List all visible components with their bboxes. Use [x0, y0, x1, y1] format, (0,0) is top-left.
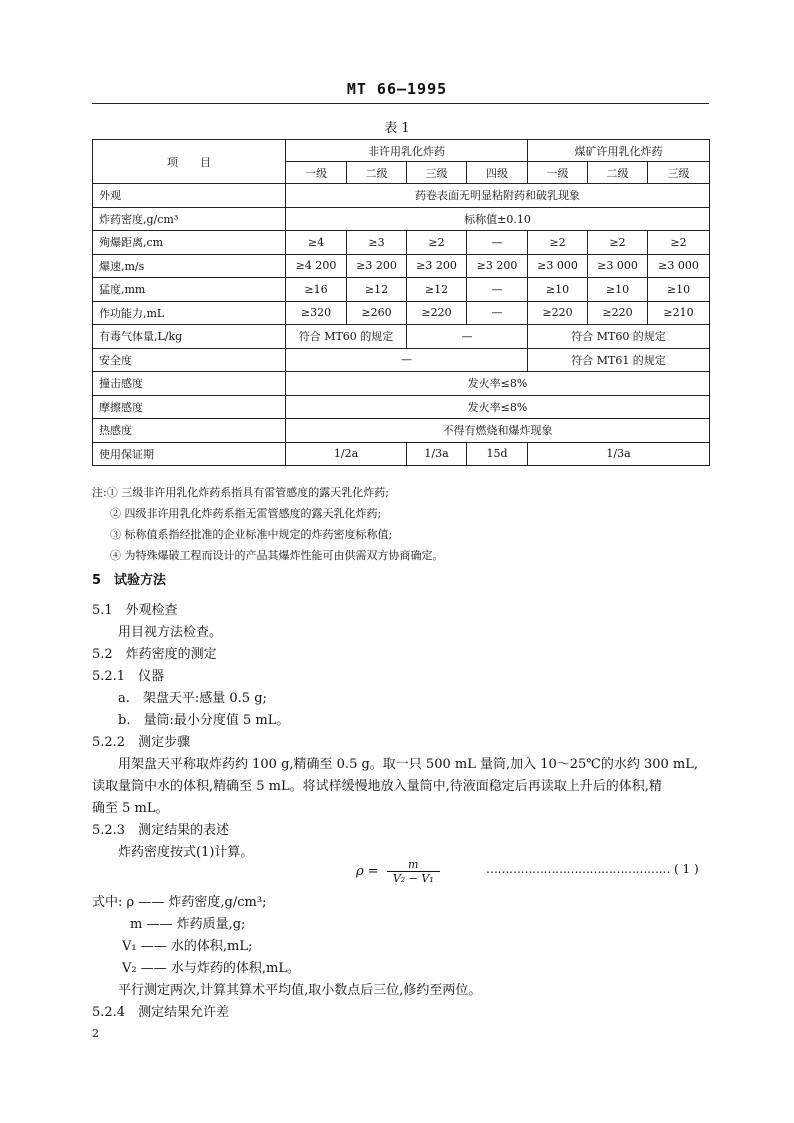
head-item: 项 目 — [93, 140, 286, 184]
table-row — [93, 372, 710, 396]
paragraph: 用目视方法检查。 — [118, 625, 223, 640]
symbol-definition: V₂ —— 水与炸药的体积,mL。 — [122, 961, 300, 976]
row-cell: ≥10 — [648, 278, 710, 302]
row-value: 符合 MT61 的规定 — [528, 348, 710, 372]
table-row — [93, 395, 710, 419]
formula-lhs: ρ = — [356, 864, 379, 879]
row-cell: ≥320 — [286, 301, 347, 325]
grade-cell: 三级 — [648, 162, 710, 184]
spec-table — [92, 139, 710, 466]
row-cell: ≥3 200 — [467, 254, 528, 278]
row-cell: — — [467, 231, 528, 255]
table-row — [93, 442, 710, 466]
row-label: 安全度 — [93, 348, 286, 372]
symbol-definition: 式中: ρ —— 炸药密度,g/cm³; — [92, 895, 267, 910]
clause-heading: 5.2.1 仪器 — [92, 669, 165, 684]
symbol-definition: V₁ —— 水的体积,mL; — [122, 939, 253, 954]
row-value: 1/2a — [286, 442, 407, 466]
row-cell: ≥12 — [347, 278, 407, 302]
row-value: 发火率≤8% — [286, 372, 710, 396]
paragraph-line: 确至 5 mL。 — [92, 801, 169, 816]
row-label: 有毒气体量,L/kg — [93, 325, 286, 349]
row-value: 1/3a — [407, 442, 467, 466]
table-row — [93, 207, 710, 231]
list-item: b. 量筒:最小分度值 5 mL。 — [118, 713, 290, 728]
row-cell: ≥260 — [347, 301, 407, 325]
row-label: 热感度 — [93, 419, 286, 443]
symbol-definition: m —— 炸药质量,g; — [130, 917, 246, 932]
note: 注:① 三级非许用乳化炸药系指具有雷管感度的露天乳化炸药; — [92, 486, 389, 499]
row-cell: ≥3 200 — [347, 254, 407, 278]
row-label: 摩擦感度 — [93, 395, 286, 419]
density-formula — [356, 858, 440, 885]
equation-number: ( 1 ) — [674, 862, 699, 876]
row-value: 1/3a — [528, 442, 710, 466]
row-cell: ≥3 — [347, 231, 407, 255]
row-cell: — — [467, 278, 528, 302]
table-notes — [92, 482, 444, 566]
row-cell: ≥10 — [588, 278, 648, 302]
row-label: 使用保证期 — [93, 442, 286, 466]
grade-cell: 四级 — [467, 162, 528, 184]
row-label: 爆速,m/s — [93, 254, 286, 278]
row-cell: ≥3 000 — [648, 254, 710, 278]
paragraph: 平行测定两次,计算其算术平均值,取小数点后三位,修约至两位。 — [118, 983, 482, 998]
formula-fraction — [387, 858, 440, 885]
row-cell: — — [467, 301, 528, 325]
row-cell: ≥2 — [648, 231, 710, 255]
row-value: 药卷表面无明显粘附药和破乳现象 — [286, 184, 710, 208]
formula-leader-dots: ………………………………………… — [486, 862, 670, 876]
row-cell: ≥220 — [407, 301, 467, 325]
formula-denominator: V₂ − V₁ — [392, 872, 434, 885]
row-label: 殉爆距离,cm — [93, 231, 286, 255]
note: ② 四级非许用乳化炸药系指无雷管感度的露天乳化炸药; — [110, 507, 382, 520]
row-value: 符合 MT60 的规定 — [286, 325, 407, 349]
row-label: 作功能力,mL — [93, 301, 286, 325]
table-row — [93, 419, 710, 443]
row-cell: ≥4 — [286, 231, 347, 255]
row-value: 标称值±0.10 — [286, 207, 710, 231]
row-cell: ≥16 — [286, 278, 347, 302]
row-cell: ≥10 — [528, 278, 588, 302]
grade-cell: 二级 — [347, 162, 407, 184]
row-cell: ≥3 000 — [588, 254, 648, 278]
note: ④ 为特殊爆破工程而设计的产品其爆炸性能可由供需双方协商确定。 — [110, 549, 444, 562]
section-heading: 5 试验方法 — [92, 573, 167, 588]
row-value: 不得有燃烧和爆炸现象 — [286, 419, 710, 443]
row-cell: ≥3 200 — [407, 254, 467, 278]
page-number: 2 — [92, 1027, 99, 1040]
list-item: a. 架盘天平:感量 0.5 g; — [118, 691, 267, 706]
row-cell: ≥2 — [588, 231, 648, 255]
clause-heading: 5.2.4 测定结果允许差 — [92, 1005, 230, 1020]
row-cell: ≥2 — [528, 231, 588, 255]
grade-cell: 二级 — [588, 162, 648, 184]
row-label: 炸药密度,g/cm³ — [93, 207, 286, 231]
row-value: — — [286, 348, 528, 372]
table-row — [93, 301, 710, 325]
note: ③ 标称值系指经批准的企业标准中规定的炸药密度标称值; — [110, 528, 393, 541]
row-cell: ≥4 200 — [286, 254, 347, 278]
table-row — [93, 325, 710, 349]
grade-cell: 一级 — [286, 162, 347, 184]
row-label: 猛度,mm — [93, 278, 286, 302]
table-row — [93, 348, 710, 372]
row-cell: ≥220 — [528, 301, 588, 325]
head-group-permissible: 煤矿许用乳化炸药 — [528, 140, 710, 162]
table-row — [93, 278, 710, 302]
table-row — [93, 184, 710, 208]
row-value: 符合 MT60 的规定 — [528, 325, 710, 349]
clause-heading: 5.2.2 测定步骤 — [92, 735, 191, 750]
paragraph-line: 用架盘天平称取炸药约 100 g,精确至 0.5 g。取一只 500 mL 量筒,加入 10～25℃的水约 300 mL, — [118, 757, 699, 772]
header-rule — [92, 103, 709, 104]
clause-heading: 5.1 外观检查 — [92, 603, 178, 618]
row-label: 外观 — [93, 184, 286, 208]
standard-number: MT 66—1995 — [346, 80, 448, 98]
table-head-row — [93, 140, 710, 162]
head-group-non-permissible: 非许用乳化炸药 — [286, 140, 528, 162]
table-row — [93, 254, 710, 278]
row-label: 撞击感度 — [93, 372, 286, 396]
paragraph: 炸药密度按式(1)计算。 — [118, 845, 254, 860]
row-cell: ≥2 — [407, 231, 467, 255]
row-value: 15d — [467, 442, 528, 466]
row-cell: ≥12 — [407, 278, 467, 302]
formula-numerator: m — [387, 858, 440, 872]
row-value: 发火率≤8% — [286, 395, 710, 419]
row-cell: ≥220 — [588, 301, 648, 325]
clause-heading: 5.2.3 测定结果的表述 — [92, 823, 230, 838]
grade-cell: 三级 — [407, 162, 467, 184]
table-row — [93, 231, 710, 255]
table-caption: 表 1 — [384, 121, 410, 136]
row-cell: ≥3 000 — [528, 254, 588, 278]
paragraph-line: 读取量筒中水的体积,精确至 5 mL。将试样缓慢地放入量筒中,待液面稳定后再读取上升后的体积,精 — [92, 779, 662, 794]
clause-heading: 5.2 炸药密度的测定 — [92, 647, 217, 662]
row-cell: ≥210 — [648, 301, 710, 325]
row-value: — — [407, 325, 528, 349]
grade-cell: 一级 — [528, 162, 588, 184]
